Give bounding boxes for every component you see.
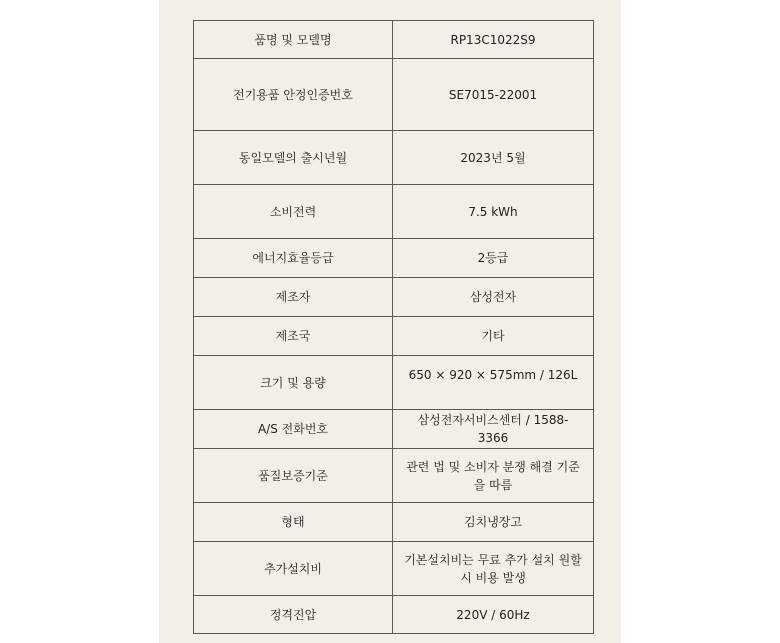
spec-value: 김치냉장고 [393,503,594,542]
table-row [194,239,594,278]
spec-value: 기타 [393,317,594,356]
table-row [194,278,594,317]
table-row [194,317,594,356]
table-row [194,131,594,185]
table-row [194,596,594,634]
spec-value: 650 × 920 × 575mm / 126L [393,356,594,410]
spec-label: 동일모델의 출시년월 [194,131,393,185]
spec-value: 2등급 [393,239,594,278]
table-row [194,542,594,596]
spec-value: 7.5 kWh [393,185,594,239]
spec-label: 정격진압 [194,596,393,634]
spec-label: 제조자 [194,278,393,317]
spec-label: 전기용품 안정인증번호 [194,59,393,131]
table-row [194,21,594,59]
product-spec-table [193,20,594,634]
table-row [194,59,594,131]
spec-value: 2023년 5월 [393,131,594,185]
spec-value: RP13C1022S9 [393,21,594,59]
table-row [194,449,594,503]
spec-value: 삼성전자서비스센터 / 1588-3366 [393,410,594,449]
spec-value: SE7015-22001 [393,59,594,131]
spec-label: A/S 전화번호 [194,410,393,449]
spec-label: 크기 및 용량 [194,356,393,410]
table-row [194,410,594,449]
table-row [194,503,594,542]
spec-label: 에너지효율등급 [194,239,393,278]
spec-label: 품명 및 모델명 [194,21,393,59]
table-row [194,356,594,410]
spec-value: 삼성전자 [393,278,594,317]
spec-value: 기본설치비는 무료 추가 설치 원할시 비용 발생 [393,542,594,596]
spec-label: 제조국 [194,317,393,356]
spec-value: 관련 법 및 소비자 분쟁 해결 기준을 따름 [393,449,594,503]
table-row [194,185,594,239]
spec-value: 220V / 60Hz [393,596,594,634]
spec-label: 추가설치비 [194,542,393,596]
spec-label: 형태 [194,503,393,542]
spec-label: 소비전력 [194,185,393,239]
spec-label: 품질보증기준 [194,449,393,503]
